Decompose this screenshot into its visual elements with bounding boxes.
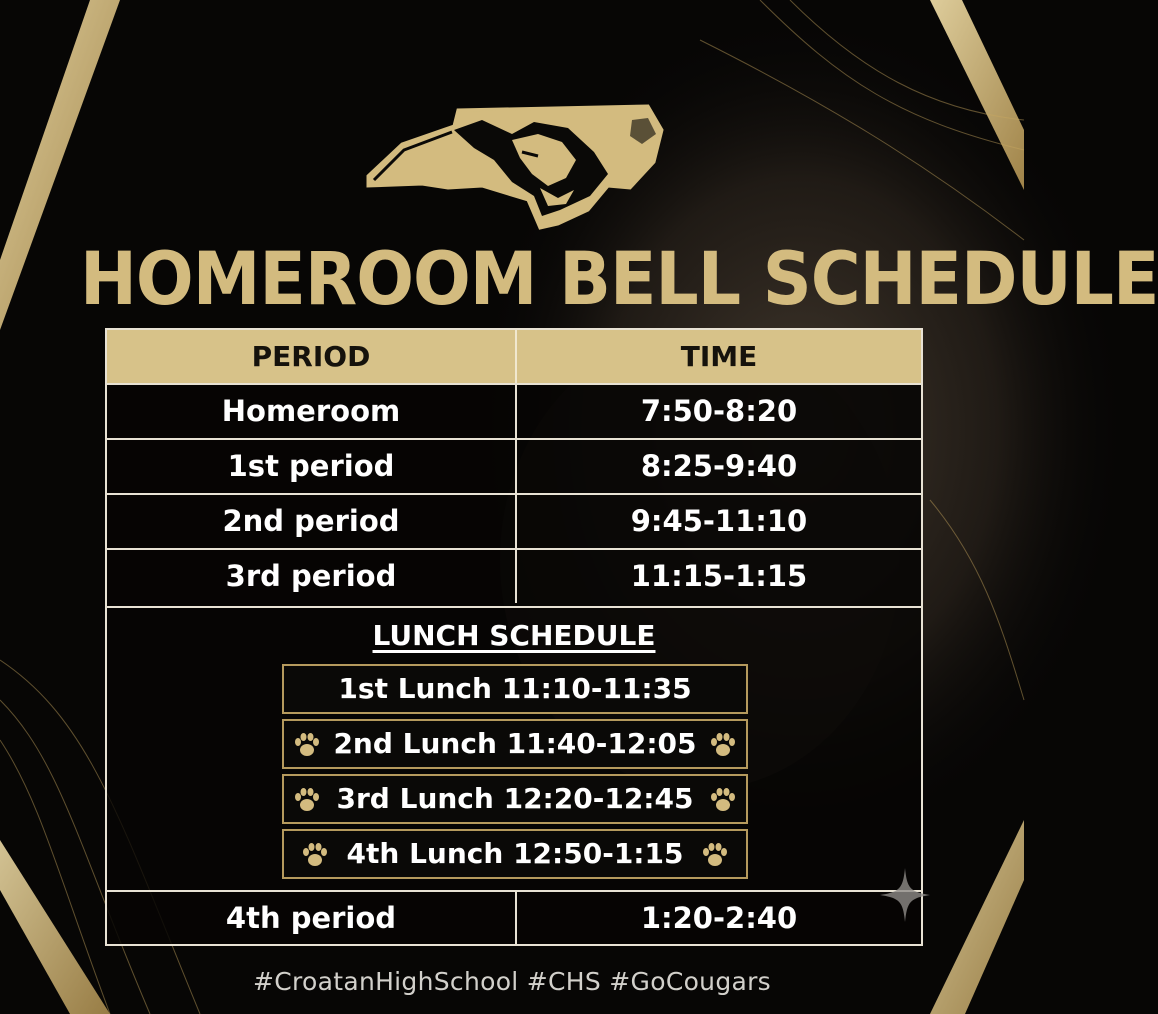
lunch-item-label: 3rd Lunch 12:20-12:45 [336, 782, 694, 815]
period-name: 2nd period [222, 504, 400, 538]
lunch-item [282, 719, 748, 769]
lunch-item-label: 1st Lunch 11:10-11:35 [338, 672, 692, 705]
table-row [107, 385, 921, 440]
lunch-item-label: 4th Lunch 12:50-1:15 [346, 837, 684, 870]
lunch-item [282, 829, 748, 879]
period-time: 11:15-1:15 [630, 559, 808, 593]
table-row [107, 495, 921, 550]
lunch-item [282, 664, 748, 714]
column-header-time: TIME [680, 340, 758, 373]
table-row [107, 440, 921, 495]
paw-print-icon [708, 730, 738, 760]
table-row [107, 550, 921, 608]
lunch-item [282, 774, 748, 824]
period-name: Homeroom [221, 394, 401, 428]
period-name: 3rd period [225, 559, 397, 593]
lunch-item-label: 2nd Lunch 11:40-12:05 [333, 727, 697, 760]
paw-print-icon [708, 785, 738, 815]
period-time: 8:25-9:40 [640, 449, 798, 483]
lunch-schedule-title: LUNCH SCHEDULE [372, 619, 656, 652]
column-header-period: PERIOD [251, 340, 371, 373]
paw-print-icon [700, 840, 730, 870]
period-name: 4th period [225, 901, 397, 935]
period-name: 1st period [227, 449, 395, 483]
period-time: 9:45-11:10 [630, 504, 808, 538]
period-time: 7:50-8:20 [640, 394, 798, 428]
bell-schedule-table [105, 328, 923, 946]
page-title: HOMEROOM BELL SCHEDULE [80, 236, 1158, 323]
period-time: 1:20-2:40 [640, 901, 798, 935]
hashtag-footer: #CroatanHighSchool #CHS #GoCougars [252, 967, 772, 996]
gold-frame-left-inner [0, 0, 90, 260]
table-header-row [107, 330, 921, 385]
table-row [107, 892, 921, 944]
lunch-schedule-section [107, 608, 921, 892]
cougar-state-logo-icon [362, 100, 672, 232]
sparkle-icon [880, 868, 930, 922]
